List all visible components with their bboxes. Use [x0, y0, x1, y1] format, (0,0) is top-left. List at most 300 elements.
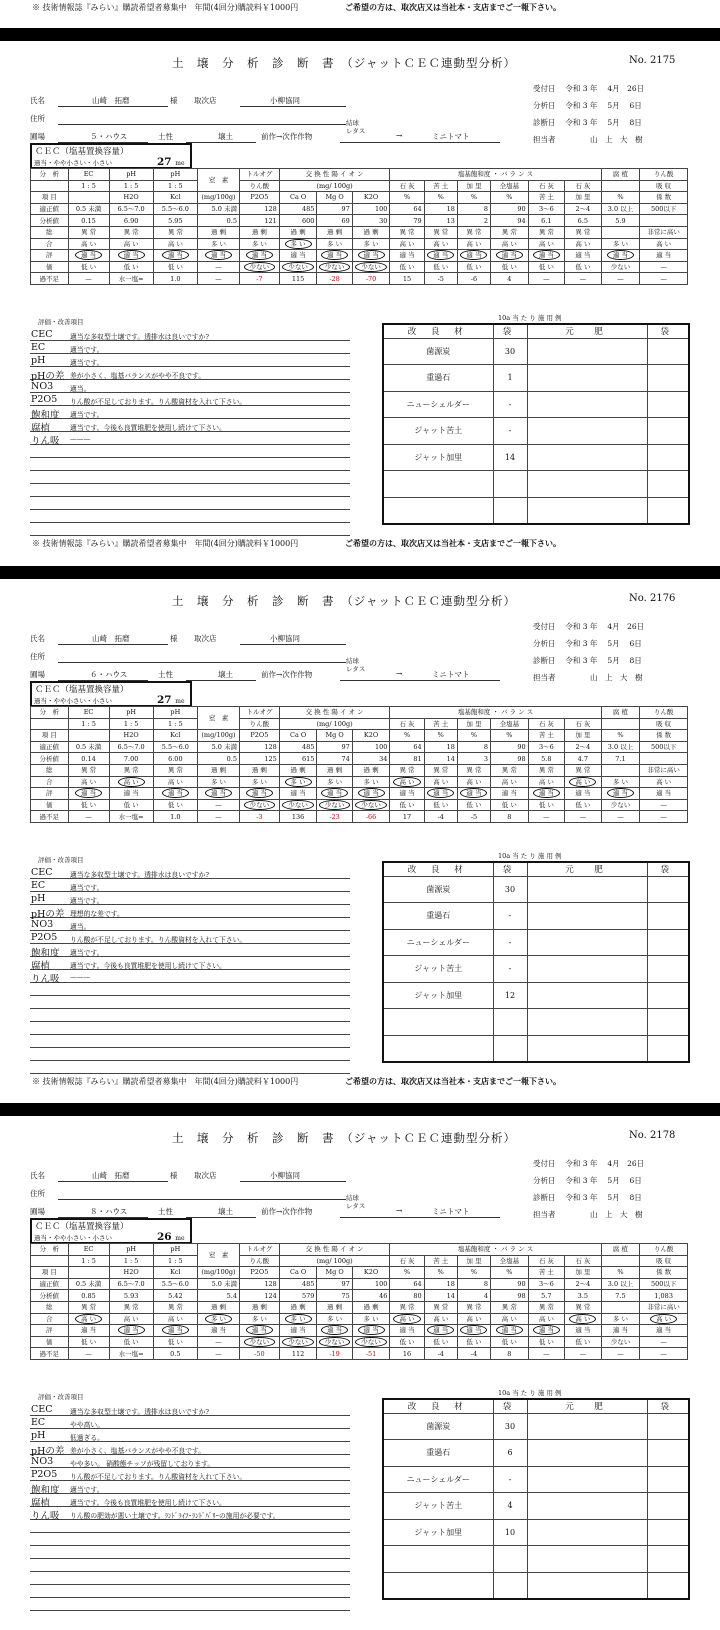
eval-key: CEC: [31, 1404, 53, 1415]
judgement-cell: 低 い: [491, 1336, 529, 1348]
eval-key: 飽和度: [31, 410, 60, 421]
report-title: 土 壌 分 析 診 断 書 （ジャットＣＥＣ連動型分析）: [172, 594, 517, 608]
judgement-cell: 適 当: [239, 1325, 279, 1337]
judgement-cell: 非常に高い: [640, 1301, 688, 1313]
judgement-cell: 少ない: [279, 261, 317, 273]
shortage-row: 過不足 — 水一塩= 1.0 — -7 115 -28 -70 15 -5 -6 4 — — — —: [31, 273, 688, 285]
analysis-value: 34: [352, 753, 390, 765]
judgement-cell: 適 当: [197, 788, 239, 800]
judgement-cell: 過 剰: [352, 226, 390, 238]
judgement-cell: 低 い: [390, 261, 424, 273]
judgement-cell: 高 い: [390, 1313, 424, 1325]
analysis-value: 0.5: [197, 753, 239, 765]
judgement-cell: 適 当: [565, 1325, 602, 1337]
judgement-cell: 低 い: [68, 261, 109, 273]
fertilizer-row: ジャット苦土 4: [383, 1493, 689, 1520]
judgement-cell: 高 い: [640, 776, 688, 788]
judgement-cell: 異 常: [528, 226, 564, 238]
page-separator: [0, 566, 720, 579]
judgement-cell: 適 当: [565, 788, 602, 800]
arrow: →: [396, 1206, 403, 1215]
eval-text: 適当な多収型土壌です。透排水は良いですか?: [70, 1408, 210, 1416]
judgement-cell: 低 い: [457, 799, 490, 811]
staff-row: 担当者 山 上 大 樹: [533, 1210, 643, 1219]
judgement-cell: 異 常: [68, 226, 109, 238]
eval-text: 適当です。: [70, 346, 104, 354]
prev-crop: 結球 レタス: [346, 119, 366, 135]
judgement-cell: 過 剰: [197, 764, 239, 776]
judgement-cell: 低 い: [153, 799, 197, 811]
date-row: 診断日 令和 3 年 5月 8日: [533, 1193, 642, 1202]
agency-label: 取次店: [194, 1171, 217, 1180]
judgement-cell: 少ない: [239, 1336, 279, 1348]
analysis-value: 5.8: [528, 753, 564, 765]
name-label: 氏名: [30, 634, 45, 643]
judgement-cell: 適 当: [528, 1325, 564, 1337]
judgement-cell: 適 当: [491, 788, 529, 800]
judgement-cell: 異 常: [153, 764, 197, 776]
fert-header: 10a 当 た り 施 用 例: [498, 314, 562, 322]
analysis-value: 5.93: [109, 1290, 153, 1302]
judgement-cell: —: [197, 1336, 239, 1348]
judgement-cell: 高 い: [109, 776, 153, 788]
judgement-cell: 適 当: [352, 1325, 390, 1337]
report-number: No. 2178: [629, 1130, 676, 1141]
fertilizer-row: ジャット加里 10: [383, 1519, 689, 1546]
judgement-cell: 適 当: [352, 788, 390, 800]
analysis-value: 5.7: [528, 1290, 564, 1302]
judgement-cell: 低 い: [424, 799, 457, 811]
judgement-cell: 過 剰: [279, 764, 317, 776]
judgement-cell: 少ない: [317, 1336, 352, 1348]
eval-text: ———: [70, 973, 91, 981]
analysis-value: [640, 215, 688, 227]
eval-text: 適当です。今後も良質堆肥を使用し続けて下さい。: [70, 962, 226, 970]
eval-text: やや多い。 硝酸態チッソが残留しております。: [70, 1460, 215, 1468]
agency-name: 小柳協同: [270, 1171, 300, 1180]
eval-text: 適当な多収型土壌です。透排水は良いですか?: [70, 333, 210, 341]
date-row: 分析日 令和 3 年 5月 6日: [533, 639, 642, 648]
analysis-value: 0.85: [68, 1290, 109, 1302]
analysis-value: 125: [239, 753, 279, 765]
analysis-value: 0.5: [197, 215, 239, 227]
field-value: ５・ハウス: [90, 132, 128, 141]
analysis-values-row: 分析値 0.85 5.93 5.42 5.4 124 579 75 46 80 14 4 98 5.7 3.5 7.5 1,083: [31, 1290, 688, 1302]
judgement-cell: [601, 764, 640, 776]
judgement-cell: 異 常: [153, 226, 197, 238]
eval-key: 腐植: [31, 423, 51, 434]
judgement-row: 合 高 い 高 い 高 い 多 い 多 い 多 い 多 い 多 い 高 い 高 い 高 い 高 い 高 い 高 い 多 い 高 い: [31, 238, 688, 250]
judgement-cell: 異 常: [565, 1301, 602, 1313]
judgement-cell: 過 剰: [197, 226, 239, 238]
fert-header: 10a 当 た り 施 用 例: [498, 1389, 562, 1397]
eval-text: りん酸が不足しております。りん酸資材を入れて下さい。: [70, 936, 247, 944]
judgement-cell: 高 い: [109, 1313, 153, 1325]
crop-label: 前作→次作作物: [261, 132, 313, 141]
judgement-cell: 適 当: [390, 788, 424, 800]
judgement-row: 総 異 常 異 常 異 常 過 剰 過 剰 過 剰 過 剰 過 剰 異 常 異 常 異 常 異 常 異 常 異 常 非常に高い: [31, 1301, 688, 1313]
judgement-cell: 高 い: [640, 238, 688, 250]
soil-report: [0, 583, 720, 1093]
eval-text: りん酸の肥効が悪い土壌です。ﾗﾝﾄﾞﾗｲﾌ･ﾗﾝﾄﾞﾊﾞﾘｰの施用が必要です。: [70, 1512, 280, 1520]
analysis-value: 3.5: [565, 1290, 602, 1302]
agency-label: 取次店: [194, 96, 217, 105]
name-label: 氏名: [30, 96, 45, 105]
analysis-table: 分 析 EC pH pH 窒 素 トルオグ 交 換 性 陽 イ オ ン 塩基飽和度 ・ バ ラ ン ス 腐 植 りん酸 1 : 5 1 : 5 1 : 5 りん酸 (mg/ 100g) 石 灰 苦 土 加 里 全塩基 石 灰 石 灰 吸 収 項 目 H2O Kcl (mg/100g) P2O5 Ca O Mg O K2O % % % % 苦 土 加 里 % 係 数 適正値 0.5 未満 6.5〜7.0 5.5〜6.0 5.0 未満 128 485 97 100 64 18 8 90 3〜6 2〜4 3.0 以上 500以下 分析値 0.15 6.90 5.95 0.5 121 600 69 30 79 13 2 94 6.1 6.5 5.9 総 異 常 異 常 異 常 過 剰 過 剰 過 剰 過 剰 過 剰 異 常 異 常 異 常 異 常 異 常 異 常 非常に高い 合 高 い 高 い 高 い 多 い 多 い 多 い 多 い 多 い 高 い 高 い 高 い 高 い 高 い 高 い 多 い 高 い 評 適 当 適 当 適 当 適 当 適 当 適 当 適 当 適 当 適 当 適 当 適 当 適 当 適 当 適 当 適 当 適 当 価 低 い 低 い 低 い — 少ない 少ない 少ない 少ない 低 い 低 い 低 い 低 い 低 い 低 い 少ない — 過不足 — 水一塩= 1.0 — -7 115 -28 -70 15 -5 -6 4 — — — —: [30, 168, 688, 285]
judgement-cell: 適 当: [424, 250, 457, 262]
judgement-cell: 適 当: [601, 1325, 640, 1337]
staff-row: 担当者 山 上 大 樹: [533, 673, 643, 682]
judgement-cell: 適 当: [640, 250, 688, 262]
analysis-value: 0.14: [68, 753, 109, 765]
judgement-cell: 適 当: [279, 1325, 317, 1337]
fertilizer-row: 重過石 6: [383, 1440, 689, 1467]
judgement-cell: 適 当: [68, 788, 109, 800]
judgement-cell: 過 剰: [279, 226, 317, 238]
eval-key: 飽和度: [31, 948, 60, 959]
judgement-cell: 異 常: [528, 1301, 564, 1313]
judgement-cell: 多 い: [279, 238, 317, 250]
soil-type-label: 土性: [158, 670, 173, 679]
judgement-row: 総 異 常 異 常 異 常 過 剰 過 剰 過 剰 過 剰 過 剰 異 常 異 常 異 常 異 常 異 常 異 常 非常に高い: [31, 764, 688, 776]
judgement-cell: 高 い: [528, 1313, 564, 1325]
judgement-cell: 適 当: [352, 250, 390, 262]
judgement-cell: 異 常: [390, 764, 424, 776]
fertilizer-row: ニューシェルダー -: [383, 929, 689, 956]
judgement-cell: 異 常: [390, 1301, 424, 1313]
agency-name: 小柳協同: [270, 634, 300, 643]
next-crop: ミニトマト: [432, 132, 470, 141]
eval-text: 理想的な差です。: [70, 910, 124, 918]
analysis-table: 分 析 EC pH pH 窒 素 トルオグ 交 換 性 陽 イ オ ン 塩基飽和度 ・ バ ラ ン ス 腐 植 りん酸 1 : 5 1 : 5 1 : 5 りん酸 (mg/ 100g) 石 灰 苦 土 加 里 全塩基 石 灰 石 灰 吸 収 項 目 H2O Kcl (mg/100g) P2O5 Ca O Mg O K2O % % % % 苦 土 加 里 % 係 数 適正値 0.5 未満 6.5〜7.0 5.5〜6.0 5.0 未満 128 485 97 100 64 18 8 90 3〜6 2〜4 3.0 以上 500以下 分析値 0.14 7.00 6.00 0.5 125 615 74 34 81 14 3 98 5.8 4.7 7.1 総 異 常 異 常 異 常 過 剰 過 剰 過 剰 過 剰 過 剰 異 常 異 常 異 常 異 常 異 常 異 常 非常に高い 合 高 い 高 い 高 い 多 い 多 い 多 い 多 い 多 い 高 い 高 い 高 い 高 い 高 い 高 い 多 い 高 い 評 適 当 適 当 適 当 適 当 適 当 適 当 適 当 適 当 適 当 適 当 適 当 適 当 適 当 適 当 適 当 適 当 価 低 い 低 い 低 い — 少ない 少ない 少ない 少ない 低 い 低 い 低 い 低 い 低 い 低 い 少ない — 過不足 — 水一塩= 1.0 — -3 136 -23 -66 17 -4 -5 8 — — — —: [30, 706, 688, 823]
judgement-cell: 異 常: [424, 226, 457, 238]
analysis-values-row: 分析値 0.15 6.90 5.95 0.5 121 600 69 30 79 13 2 94 6.1 6.5 5.9: [31, 215, 688, 227]
fertilizer-table: 改 良 材 袋 元 肥 袋 菌源炭 30 重過石 6 ニューシェルダー - ジャット苦土 4 ジャット加里 10: [382, 1398, 690, 1600]
judgement-cell: —: [640, 1336, 688, 1348]
judgement-cell: 低 い: [153, 261, 197, 273]
fertilizer-row: ジャット加里 14: [383, 444, 689, 471]
footer-notice: ※ 技術情報誌『みらい』購読希望者募集中 年間(4回分)購読料￥1000円 ご希望の方は、取次店又は当社本・支店までご一報下さい。: [32, 1077, 561, 1086]
analysis-value: 98: [491, 1290, 529, 1302]
eval-text: 適当です。今後も良質堆肥を使用し続けて下さい。: [70, 1499, 226, 1507]
agency-label: 取次店: [194, 634, 217, 643]
fertilizer-row: ニューシェルダー -: [383, 391, 689, 418]
staff-row: 担当者 山 上 大 樹: [533, 135, 643, 144]
judgement-row: 評 適 当 適 当 適 当 適 当 適 当 適 当 適 当 適 当 適 当 適 当 適 当 適 当 適 当 適 当 適 当 適 当: [31, 788, 688, 800]
date-row: 受付日 令和 3 年 4月 26日: [533, 84, 645, 93]
judgement-cell: 高 い: [457, 1313, 490, 1325]
judgement-cell: 適 当: [565, 250, 602, 262]
fertilizer-row: 菌源炭 30: [383, 338, 689, 365]
judgement-cell: 異 常: [109, 226, 153, 238]
crop-label: 前作→次作作物: [261, 670, 313, 679]
judgement-cell: 高 い: [457, 238, 490, 250]
analysis-value: 13: [424, 215, 457, 227]
analysis-value: 4: [457, 1290, 490, 1302]
judgement-cell: 少ない: [352, 799, 390, 811]
analysis-value: 5.42: [153, 1290, 197, 1302]
analysis-value: 600: [279, 215, 317, 227]
client-name: 山崎 拓磨: [92, 96, 130, 105]
shortage-row: 過不足 — 水一塩= 1.0 — -3 136 -23 -66 17 -4 -5 8 — — — —: [31, 811, 688, 823]
eval-text: 低過ぎる。: [70, 1434, 104, 1442]
analysis-value: 2: [457, 215, 490, 227]
judgement-cell: 異 常: [457, 764, 490, 776]
judgement-cell: 適 当: [109, 788, 153, 800]
judgement-cell: 高 い: [565, 1313, 602, 1325]
analysis-value: 46: [352, 1290, 390, 1302]
judgement-cell: —: [197, 261, 239, 273]
analysis-value: 79: [390, 215, 424, 227]
judgement-cell: —: [197, 799, 239, 811]
judgement-cell: 低 い: [457, 261, 490, 273]
report-title: 土 壌 分 析 診 断 書 （ジャットＣＥＣ連動型分析）: [172, 56, 517, 70]
judgement-cell: 高 い: [457, 776, 490, 788]
fert-header: 10a 当 た り 施 用 例: [498, 852, 562, 860]
fertilizer-row: ジャット苦土 -: [383, 418, 689, 445]
cec-box: ＣＥＣ（塩基置換容量） 過当・やや小さい・小さい 27 me: [30, 681, 192, 707]
fertilizer-row: ジャット加里 12: [383, 982, 689, 1009]
judgement-cell: 非常に高い: [640, 764, 688, 776]
judgement-cell: 多 い: [317, 776, 352, 788]
judgement-cell: 適 当: [390, 250, 424, 262]
analysis-value: 124: [239, 1290, 279, 1302]
cec-box: ＣＥＣ（塩基置換容量） 過当・やや小さい・小さい 26 me: [30, 1218, 192, 1244]
judgement-row: 合 高 い 高 い 高 い 多 い 多 い 多 い 多 い 多 い 高 い 高 い 高 い 高 い 高 い 高 い 多 い 高 い: [31, 1313, 688, 1325]
judgement-cell: 適 当: [640, 788, 688, 800]
arrow: →: [396, 131, 403, 140]
eval-header: 評価・改善項目: [38, 856, 84, 864]
judgement-cell: 低 い: [457, 1336, 490, 1348]
judgement-cell: 低 い: [424, 1336, 457, 1348]
fertilizer-row: 重過石 1: [383, 365, 689, 392]
field-label: 圃場: [30, 132, 45, 141]
eval-text: 適当。: [70, 385, 91, 393]
shortage-row: 過不足 — 水一塩= 0.5 — -50 112 -19 -51 16 -4 -4 8 — — — —: [31, 1348, 688, 1360]
judgement-cell: 適 当: [317, 250, 352, 262]
judgement-cell: 低 い: [528, 799, 564, 811]
date-row: 分析日 令和 3 年 5月 6日: [533, 101, 642, 110]
sama-label: 様: [170, 1171, 178, 1180]
analysis-value: 14: [424, 753, 457, 765]
judgement-cell: 多 い: [197, 1313, 239, 1325]
analysis-value: 5.4: [197, 1290, 239, 1302]
eval-key: りん吸: [31, 974, 60, 985]
judgement-cell: 高 い: [491, 238, 529, 250]
analysis-value: 6.1: [528, 215, 564, 227]
judgement-cell: 高 い: [528, 776, 564, 788]
analysis-value: 6.90: [109, 215, 153, 227]
footer-notice: ※ 技術情報誌『みらい』購読希望者募集中 年間(4回分)購読料￥1000円 ご希望の方は、取次店又は当社本・支店までご一報下さい。: [32, 539, 561, 548]
judgement-cell: 高 い: [153, 776, 197, 788]
analysis-value: 4.7: [565, 753, 602, 765]
judgement-row: 価 低 い 低 い 低 い — 少ない 少ない 少ない 少ない 低 い 低 い 低 い 低 い 低 い 低 い 少ない —: [31, 1336, 688, 1348]
eval-key: りん吸: [31, 1511, 60, 1522]
judgement-cell: 異 常: [153, 1301, 197, 1313]
analysis-value: 30: [352, 215, 390, 227]
judgement-cell: 適 当: [197, 250, 239, 262]
judgement-cell: 低 い: [491, 799, 529, 811]
judgement-cell: 高 い: [109, 238, 153, 250]
judgement-cell: 異 常: [491, 764, 529, 776]
judgement-cell: 低 い: [424, 261, 457, 273]
judgement-cell: 低 い: [109, 261, 153, 273]
fertilizer-row: 菌源炭 30: [383, 876, 689, 903]
analysis-value: [640, 753, 688, 765]
fertilizer-table: 改 良 材 袋 元 肥 袋 菌源炭 30 重過石 - ニューシェルダー - ジャット苦土 - ジャット加里 12: [382, 861, 690, 1063]
judgement-cell: 過 剰: [239, 764, 279, 776]
judgement-cell: 多 い: [601, 1313, 640, 1325]
soil-type-value: 壌土: [218, 1207, 233, 1216]
analysis-value: 5.95: [153, 215, 197, 227]
judgement-cell: [601, 1301, 640, 1313]
eval-key: pHの差: [31, 909, 65, 920]
judgement-cell: 多 い: [279, 1313, 317, 1325]
client-name: 山崎 拓磨: [92, 634, 130, 643]
judgement-cell: 多 い: [197, 238, 239, 250]
judgement-cell: 適 当: [491, 250, 529, 262]
eval-text: 適当です。: [70, 897, 104, 905]
judgement-cell: 多 い: [279, 776, 317, 788]
judgement-cell: 異 常: [109, 1301, 153, 1313]
judgement-cell: 適 当: [153, 250, 197, 262]
analysis-value: 6.00: [153, 753, 197, 765]
eval-key: EC: [31, 342, 46, 353]
eval-key: pH: [31, 1430, 46, 1441]
eval-key: P2O5: [31, 394, 58, 405]
address-label: 住所: [30, 1189, 45, 1198]
judgement-cell: —: [640, 799, 688, 811]
judgement-cell: 非常に高い: [640, 226, 688, 238]
judgement-cell: 多 い: [352, 776, 390, 788]
eval-text: 適当です。: [70, 949, 104, 957]
cec-box: ＣＥＣ（塩基置換容量） 過当・やや小さい・小さい 27 me: [30, 143, 192, 169]
judgement-cell: 低 い: [491, 261, 529, 273]
eval-key: 腐植: [31, 1498, 51, 1509]
judgement-cell: 異 常: [491, 226, 529, 238]
judgement-cell: 適 当: [153, 788, 197, 800]
judgement-cell: 過 剰: [279, 1301, 317, 1313]
judgement-cell: 適 当: [317, 1325, 352, 1337]
judgement-cell: 低 い: [565, 799, 602, 811]
analysis-value: 75: [317, 1290, 352, 1302]
judgement-cell: 高 い: [528, 238, 564, 250]
judgement-cell: 適 当: [279, 250, 317, 262]
eval-text: ———: [70, 435, 91, 443]
eval-text: 差が小さく、塩基バランスがやや不良です。: [70, 372, 206, 380]
judgement-cell: 少ない: [601, 1336, 640, 1348]
judgement-cell: 適 当: [109, 1325, 153, 1337]
judgement-cell: 多 い: [317, 238, 352, 250]
soil-type-value: 壌土: [218, 670, 233, 679]
judgement-cell: 高 い: [491, 776, 529, 788]
judgement-cell: 異 常: [565, 764, 602, 776]
judgement-cell: 異 常: [457, 226, 490, 238]
judgement-cell: 低 い: [565, 1336, 602, 1348]
judgement-row: 合 高 い 高 い 高 い 多 い 多 い 多 い 多 い 多 い 高 い 高 い 高 い 高 い 高 い 高 い 多 い 高 い: [31, 776, 688, 788]
eval-text: 適当です。: [70, 411, 104, 419]
analysis-values-row: 分析値 0.14 7.00 6.00 0.5 125 615 74 34 81 14 3 98 5.8 4.7 7.1: [31, 753, 688, 765]
judgement-row: 総 異 常 異 常 異 常 過 剰 過 剰 過 剰 過 剰 過 剰 異 常 異 常 異 常 異 常 異 常 異 常 非常に高い: [31, 226, 688, 238]
eval-key: NO3: [31, 381, 54, 392]
date-row: 受付日 令和 3 年 4月 26日: [533, 1159, 645, 1168]
judgement-cell: 高 い: [68, 238, 109, 250]
analysis-value: 121: [239, 215, 279, 227]
judgement-cell: 高 い: [68, 1313, 109, 1325]
judgement-cell: 異 常: [390, 226, 424, 238]
field-label: 圃場: [30, 1207, 45, 1216]
eval-key: 飽和度: [31, 1485, 60, 1496]
judgement-cell: 適 当: [390, 1325, 424, 1337]
fertilizer-row: ニューシェルダー -: [383, 1466, 689, 1493]
analysis-value: 0.15: [68, 215, 109, 227]
analysis-value: 7.5: [601, 1290, 640, 1302]
judgement-cell: 過 剰: [317, 226, 352, 238]
eval-text: やや高い。: [70, 1421, 104, 1429]
eval-text: 適当です。: [70, 359, 104, 367]
eval-header: 評価・改善項目: [38, 1393, 84, 1401]
judgement-cell: 適 当: [528, 250, 564, 262]
analysis-value: 1,083: [640, 1290, 688, 1302]
eval-header: 評価・改善項目: [38, 318, 84, 326]
fertilizer-row: 重過石 -: [383, 903, 689, 930]
prev-crop: 結球 レタス: [346, 657, 366, 673]
eval-text: 差が小さく、塩基バランスがやや不良です。: [70, 1447, 206, 1455]
date-row: 診断日 令和 3 年 5月 8日: [533, 118, 642, 127]
date-row: 分析日 令和 3 年 5月 6日: [533, 1176, 642, 1185]
judgement-cell: 低 い: [528, 261, 564, 273]
analysis-value: 81: [390, 753, 424, 765]
judgement-cell: 適 当: [424, 1325, 457, 1337]
judgement-cell: 適 当: [109, 250, 153, 262]
analysis-value: 579: [279, 1290, 317, 1302]
judgement-cell: 低 い: [109, 799, 153, 811]
judgement-cell: 高 い: [153, 1313, 197, 1325]
date-row: 診断日 令和 3 年 5月 8日: [533, 656, 642, 665]
fertilizer-table: 改 良 材 袋 元 肥 袋 菌源炭 30 重過石 1 ニューシェルダー - ジャット苦土 - ジャット加里 14: [382, 323, 690, 525]
judgement-cell: 適 当: [491, 1325, 529, 1337]
judgement-cell: 異 常: [424, 1301, 457, 1313]
judgement-cell: 少ない: [352, 1336, 390, 1348]
judgement-cell: 過 剰: [239, 1301, 279, 1313]
judgement-cell: 適 当: [601, 788, 640, 800]
eval-key: pH: [31, 355, 46, 366]
prev-crop: 結球 レタス: [346, 1194, 366, 1210]
page-separator: [0, 28, 720, 41]
judgement-cell: 過 剰: [317, 764, 352, 776]
judgement-cell: 異 常: [68, 1301, 109, 1313]
judgement-cell: 異 常: [457, 1301, 490, 1313]
judgement-cell: 少ない: [239, 261, 279, 273]
report-number: No. 2176: [629, 593, 676, 604]
judgement-cell: 高 い: [640, 1313, 688, 1325]
judgement-cell: 少ない: [601, 261, 640, 273]
analysis-value: 98: [491, 753, 529, 765]
judgement-row: 評 適 当 適 当 適 当 適 当 適 当 適 当 適 当 適 当 適 当 適 当 適 当 適 当 適 当 適 当 適 当 適 当: [31, 1325, 688, 1337]
eval-key: NO3: [31, 919, 54, 930]
judgement-cell: 多 い: [239, 238, 279, 250]
analysis-value: 615: [279, 753, 317, 765]
judgement-cell: 高 い: [424, 1313, 457, 1325]
judgement-cell: [601, 226, 640, 238]
judgement-cell: 低 い: [565, 261, 602, 273]
page-separator: [0, 1103, 720, 1116]
judgement-cell: 適 当: [317, 788, 352, 800]
judgement-cell: 過 剰: [352, 764, 390, 776]
top-notice: ※ 技術情報誌『みらい』購読希望者募集中 年間(4回分)購読料￥1000円 ご希望の方は、取次店又は当社本・支店までご一報下さい。: [32, 3, 561, 12]
judgement-cell: 過 剰: [352, 1301, 390, 1313]
arrow: →: [396, 669, 403, 678]
